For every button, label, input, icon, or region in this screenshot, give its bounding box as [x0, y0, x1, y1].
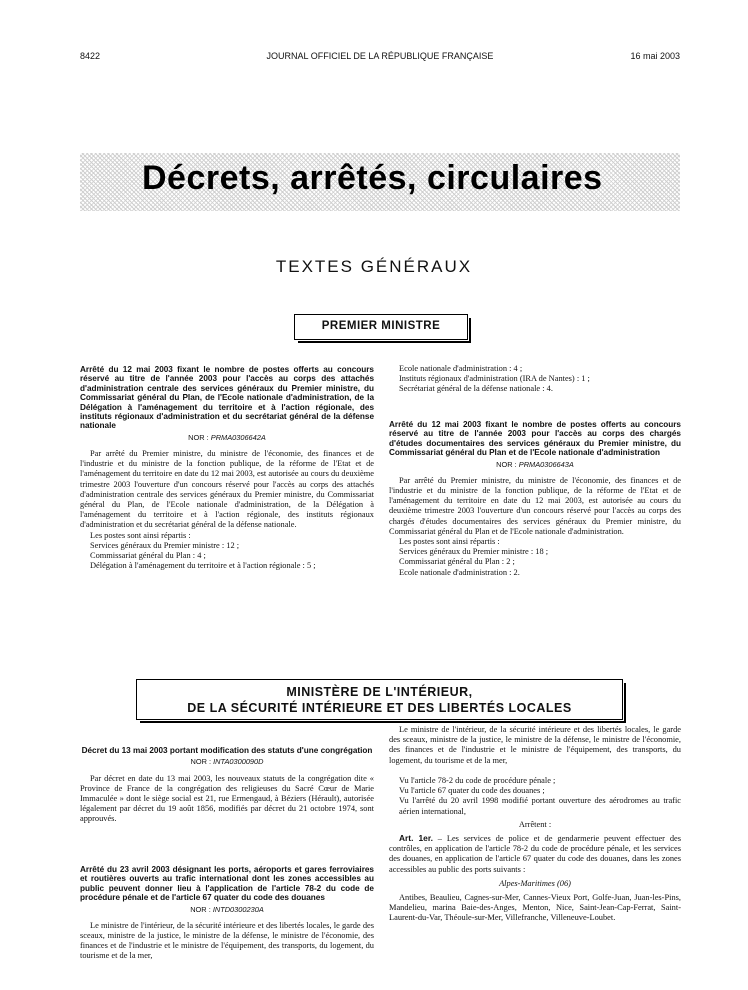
paragraph: Le ministre de l'intérieur, de la sécurité intérieure et des libertés locales, le garde des sceaux, ministre de la justice, le ministre de la défense, le ministre de l'économie, des finances et de l'industrie et le ministre de l'équipement, des transports, du logement, du tourisme et de la mer, [389, 725, 681, 765]
issue-date: 16 mai 2003 [630, 51, 680, 61]
article-arrete-continuation [389, 364, 681, 395]
ministry-name-line: MINISTÈRE DE L'INTÉRIEUR, [286, 685, 473, 699]
article-title: Décret du 13 mai 2003 portant modification des statuts d'une congrégation [81, 746, 373, 755]
page-number: 8422 [80, 51, 101, 61]
article-title: Arrêté du 12 mai 2003 fixant le nombre de postes offerts au concours réservé au titre de l'année 2003 pour l'accès au corps des attachés d'administration centrale des services généraux du Premier ministre, du Commissariat général du Plan, de l'Ecole nationale d'administration, de la Délégation à l'aménagement du territoire et à l'action régionale, des instituts régionaux d'administration et du secrétariat général de la défense nationale [80, 365, 374, 431]
nor-reference: NOR : INTD0300230A [190, 904, 264, 914]
list-item: Ecole nationale d'administration : 4 ; [399, 364, 523, 373]
article-arrete-ports [80, 865, 374, 961]
nor-reference: NOR : PRMA0306642A [188, 432, 266, 442]
list-item: Services généraux du Premier ministre : 18 ; [399, 547, 549, 557]
ministry-box [294, 314, 468, 340]
department-heading: Alpes-Maritimes (06) [499, 878, 571, 888]
paragraph: Par décret en date du 13 mai 2003, les nouveaux statuts de la congrégation dite « Province de France de la congrégation des religieuses du Sacré Cœur de Marie Immaculée » dont le siège social est 21, rue Ermengaud, à Béziers (Hérault), autorisée légalement par décret du 19 août 1856, modifiés par décret du 21 octobre 1974, sont approuvés. [80, 773, 374, 824]
paragraph: Par arrêté du Premier ministre, du ministre de l'économie, des finances et de l'industrie et du ministre de la fonction publique, de la réforme de l'Etat et de l'aménagement du territoire en date du 12 mai 2003, est autorisée au cours du deuxième trimestre 2003 l'ouverture d'un concours réservé pour l'accès au corps des attachés d'administration centrale des services généraux du Premier ministre, du Commissariat général du Plan, de l'Ecole nationale d'administration, de la Délégation à l'aménagement du territoire et à l'action régionale, des instituts régionaux d'administration et du secrétariat général de la défense nationale. [80, 449, 374, 530]
list-item: Services généraux du Premier ministre : 12 ; [90, 540, 240, 550]
paragraph: Les postes sont ainsi répartis : [399, 537, 500, 547]
port-list: Antibes, Beaulieu, Cagnes-sur-Mer, Cannes-Vieux Port, Golfe-Juan, Juan-les-Pins, Mandelieu, marina Baie-des-Anges, Menton, Nice, Saint-Jean-Cap-Ferrat, Saint-Laurent-du-Var, Théoule-sur-Mer, Villefranche, Villeneuve-Loubet. [389, 893, 681, 923]
article-arrete-ports-continuation [389, 725, 681, 924]
article-title: Arrêté du 23 avril 2003 désignant les ports, aéroports et gares ferroviaires et routières ouverts au trafic international dont les zones accessibles au public peuvent donner lieu à l'application de l'article 78-2 du code de procédure pénale et de l'article 67 quater du code des douanes [80, 865, 374, 903]
visa: Vu l'arrêté du 20 avril 1998 modifié portant ouverture des aérodromes au trafic aérien international, [399, 796, 681, 816]
list-item: Délégation à l'aménagement du territoire et à l'action régionale : 5 ; [90, 561, 316, 571]
ministry-box [136, 679, 623, 720]
article-arrete-attaches [80, 365, 374, 571]
paragraph: Par arrêté du Premier ministre, du ministre de l'économie, des finances et de l'industrie et du ministre de la fonction publique, de la réforme de l'Etat et de l'aménagement du territoire en date du 12 mai 2003, est autorisée au cours du deuxième trimestre 2003 l'ouverture d'un concours réservé pour l'accès au corps des chargés d'études documentaires des services généraux du Premier ministre, du Commissariat général du Plan et de l'Ecole nationale d'administration. [389, 475, 681, 536]
arretent-label: Arrêtent : [518, 819, 552, 829]
rubric-title: Décrets, arrêtés, circulaires [142, 159, 603, 197]
section-title: TEXTES GÉNÉRAUX [275, 257, 473, 276]
list-item: Secrétariat général de la défense nationale : 4. [399, 384, 553, 394]
journal-title: JOURNAL OFFICIEL DE LA RÉPUBLIQUE FRANÇAISE [266, 51, 494, 61]
article-arrete-charges-etudes [389, 420, 681, 578]
list-item: Commissariat général du Plan : 4 ; [90, 551, 206, 561]
paragraph: Les postes sont ainsi répartis : [90, 530, 191, 540]
nor-reference: NOR : INTA0300090D [190, 757, 264, 767]
article-1: Art. 1er. – Les services de police et de gendarmerie peuvent effectuer des contrôles, en application de l'article 78-2 du code de procédure pénale, et les services des douanes, en application de l'article 67 quater du code des douanes, dans les zones accessibles au public des ports suivants : [389, 833, 681, 874]
article-decret-congregation [80, 746, 374, 825]
visa: Vu l'article 67 quater du code des douanes ; [399, 786, 545, 796]
list-item: Instituts régionaux d'administration (IRA de Nantes) : 1 ; [399, 374, 590, 384]
paragraph: Le ministre de l'intérieur, de la sécurité intérieure et des libertés locales, le garde des sceaux, ministre de la justice, le ministre de la défense, le ministre de l'économie, des finances et de l'industrie et le ministre de l'équipement, des transports, du logement, du tourisme et de la mer, [80, 920, 374, 961]
list-item: Commissariat général du Plan : 2 ; [399, 557, 515, 567]
rubric-banner [80, 153, 680, 211]
ministry-name-line: DE LA SÉCURITÉ INTÉRIEURE ET DES LIBERTÉS LOCALES [187, 701, 572, 715]
article-title: Arrêté du 12 mai 2003 fixant le nombre de postes offerts au concours réservé au titre de l'année 2003 pour l'accès au corps des chargés d'études documentaires des services généraux du Premier ministre, du Commissariat général du Plan et de l'Ecole nationale d'administration [389, 420, 681, 458]
visa: Vu l'article 78-2 du code de procédure pénale ; [399, 776, 556, 785]
list-item: Ecole nationale d'administration : 2. [399, 567, 520, 577]
nor-reference: NOR : PRMA0306643A [496, 459, 574, 469]
ministry-name: PREMIER MINISTRE [321, 320, 441, 332]
